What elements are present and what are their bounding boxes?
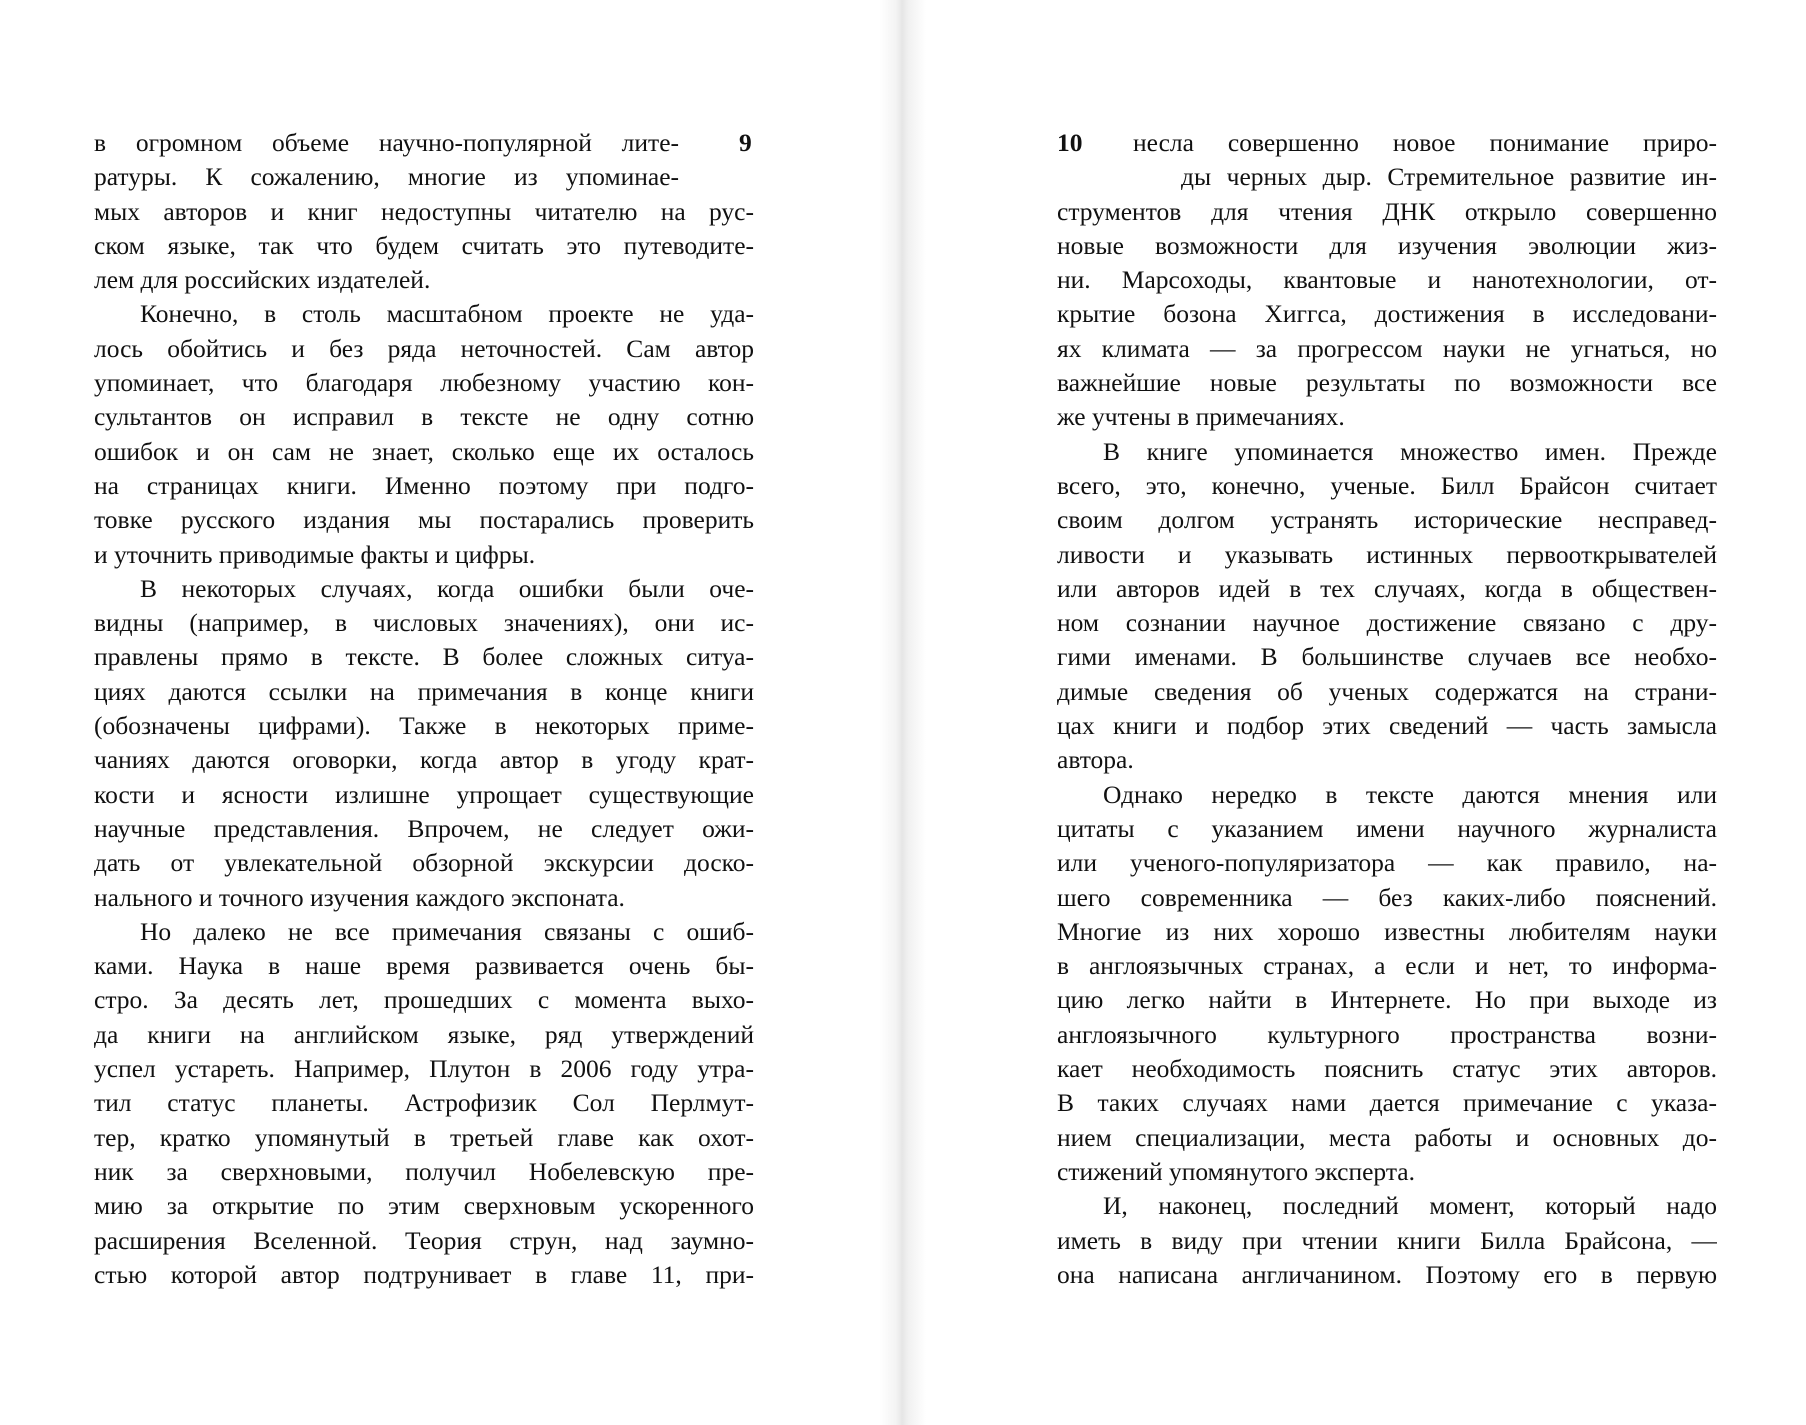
page-number-left: 9: [739, 128, 752, 157]
text-line: стью которой автор подтрунивает в главе 11, при-: [94, 1259, 754, 1289]
text-line: нием специализации, места работы и основных до-: [1057, 1122, 1717, 1152]
book-gutter: [880, 0, 926, 1425]
text-line: важнейшие новые результаты по возможности все: [1057, 368, 1717, 398]
text-line: ном сознании научное достижение связано с дру-: [1057, 608, 1717, 638]
text-line: Однако нередко в тексте даются мнения или: [1103, 779, 1717, 809]
text-line: ях климата — за прогрессом науки не угнаться, но: [1057, 333, 1717, 363]
text-line: нального и точного изучения каждого экспоната.: [94, 882, 625, 912]
text-line: видны (например, в числовых значениях), они ис-: [94, 608, 754, 638]
text-line: в англоязычных странах, а если и нет, то информа-: [1057, 951, 1717, 981]
text-line: Многие из них хорошо известны любителям науки: [1057, 916, 1717, 946]
text-line: англоязычного культурного пространства возни-: [1057, 1019, 1717, 1049]
text-line: В таких случаях нами дается примечание с указа-: [1057, 1088, 1717, 1118]
text-line: Но далеко не все примечания связаны с ошиб-: [140, 916, 754, 946]
text-line: чаниях даются оговорки, когда автор в угоду крат-: [94, 745, 754, 775]
text-line: тил статус планеты. Астрофизик Сол Перлмут-: [94, 1088, 754, 1118]
text-line: ском языке, так что будем считать это путеводите-: [94, 230, 754, 260]
text-line: гими именами. В большинстве случаев все необхо-: [1057, 642, 1717, 672]
text-line: И, наконец, последний момент, который надо: [1103, 1191, 1717, 1221]
text-line: циях даются ссылки на примечания в конце книги: [94, 676, 754, 706]
text-line: кает необходимость пояснить статус этих авторов.: [1057, 1054, 1717, 1084]
right-page-text: [1057, 126, 1717, 1292]
left-page-text: [94, 126, 754, 1292]
text-line: и уточнить приводимые факты и цифры.: [94, 539, 536, 569]
text-line: товке русского издания мы постарались проверить: [94, 505, 754, 535]
text-line: В книге упоминается множество имен. Прежде: [1103, 436, 1717, 466]
text-line: димые сведения об ученых содержатся на страни-: [1057, 676, 1717, 706]
page-number-right: 10: [1057, 128, 1083, 157]
text-line: В некоторых случаях, когда ошибки были оче-: [140, 573, 754, 603]
text-line: новые возможности для изучения эволюции жиз-: [1057, 230, 1717, 260]
text-line: успел устареть. Например, Плутон в 2006 году утра-: [94, 1054, 754, 1084]
text-line: Конечно, в столь масштабном проекте не уда-: [140, 299, 754, 329]
text-line: стижений упомянутого эксперта.: [1057, 1156, 1415, 1186]
text-line: дать от увлекательной обзорной экскурсии доско-: [94, 848, 754, 878]
text-line: цах книги и подбор этих сведений — часть замысла: [1057, 711, 1717, 741]
text-line: ник за сверхновыми, получил Нобелевскую пре-: [94, 1156, 754, 1186]
text-line: ошибок и он сам не знает, сколько еще их осталось: [94, 436, 754, 466]
text-line: ды черных дыр. Стремительное развитие ин-: [1181, 162, 1717, 192]
text-line: стро. За десять лет, прошедших с момента выхо-: [94, 985, 754, 1015]
text-line: лось обойтись и без ряда неточностей. Сам автор: [94, 333, 754, 363]
text-line: ками. Наука в наше время развивается очень бы-: [94, 951, 754, 981]
text-line: мию за открытие по этим сверхновым ускоренного: [94, 1191, 754, 1221]
text-line: лем для российских издателей.: [94, 265, 431, 295]
text-line: крытие бозона Хиггса, достижения в исследовани-: [1057, 299, 1717, 329]
text-line: цитаты с указанием имени научного журналиста: [1057, 813, 1717, 843]
text-line: на страницах книги. Именно поэтому при подго-: [94, 470, 754, 500]
text-line: правлены прямо в тексте. В более сложных ситуа-: [94, 642, 754, 672]
text-line: шего современника — без каких-либо пояснений.: [1057, 882, 1717, 912]
text-line: ратуры. К сожалению, многие из упоминае-: [94, 162, 679, 192]
text-line: несла совершенно новое понимание приро-: [1133, 128, 1717, 157]
text-line: струментов для чтения ДНК открыло совершенно: [1057, 196, 1717, 226]
text-line: всего, это, конечно, ученые. Билл Брайсон считает: [1057, 470, 1717, 500]
text-line: автора.: [1057, 745, 1134, 775]
text-line: (обозначены цифрами). Также в некоторых приме-: [94, 711, 754, 741]
text-line: научные представления. Впрочем, не следует ожи-: [94, 813, 754, 843]
text-line: в огромном объеме научно-популярной лите-: [94, 128, 679, 157]
text-line: или ученого-популяризатора — как правило, на-: [1057, 848, 1717, 878]
text-line: расширения Вселенной. Теория струн, над заумно-: [94, 1225, 754, 1255]
text-line: тер, кратко упомянутый в третьей главе как охот-: [94, 1122, 754, 1152]
text-line: упоминает, что благодаря любезному участию кон-: [94, 368, 754, 398]
text-line: своим долгом устранять исторические несправед-: [1057, 505, 1717, 535]
text-line: сультантов он исправил в тексте не одну сотню: [94, 402, 754, 432]
text-line: да книги на английском языке, ряд утверждений: [94, 1019, 754, 1049]
text-line: или авторов идей в тех случаях, когда в обществен-: [1057, 573, 1717, 603]
text-line: цию легко найти в Интернете. Но при выходе из: [1057, 985, 1717, 1015]
text-line: кости и ясности излишне упрощает существующие: [94, 779, 754, 809]
text-line: она написана англичанином. Поэтому его в первую: [1057, 1259, 1717, 1289]
text-line: ливости и указывать истинных первооткрывателей: [1057, 539, 1717, 569]
text-line: ни. Марсоходы, квантовые и нанотехнологии, от-: [1057, 265, 1717, 295]
text-line: иметь в виду при чтении книги Билла Брайсона, —: [1057, 1225, 1717, 1255]
text-line: же учтены в примечаниях.: [1057, 402, 1345, 432]
text-line: мых авторов и книг недоступны читателю на рус-: [94, 196, 754, 226]
